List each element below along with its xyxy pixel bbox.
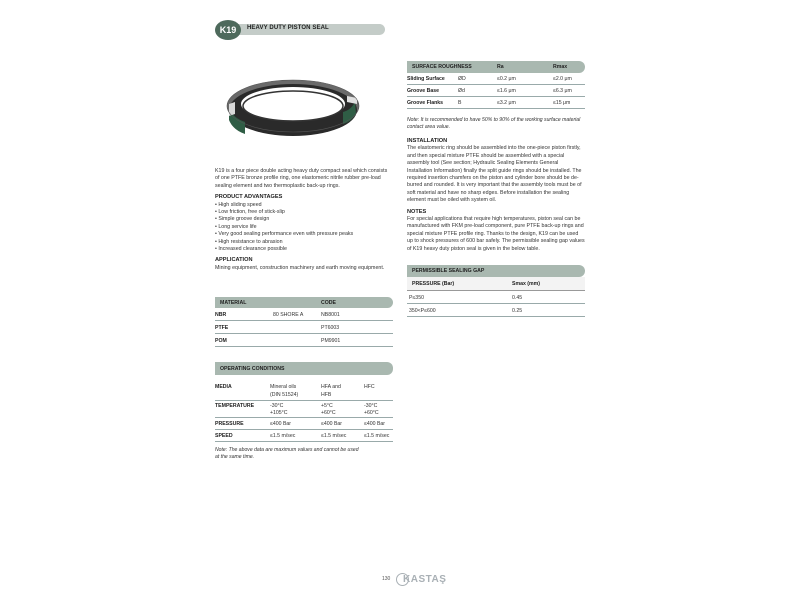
surface-label: Groove Base: [407, 88, 440, 94]
list-item: • Very good sealing performance even with pressure peaks: [215, 231, 393, 238]
page-header: [215, 20, 375, 40]
column-header: OPERATING CONDITIONS: [220, 366, 285, 372]
sealing-gap-table: [407, 265, 585, 317]
condition-value: ≤400 Bar: [270, 421, 292, 427]
condition-value: +60°C: [321, 410, 336, 416]
installation-text: The elastomeric ring should be assembled into the one-piece piston firstly, and then special mixture PTFE should be assembled with a special assembly tool (See section; Hydraulic Sealing Elements General Installation Information) finally the split guide rings should be installed. The required insertion chamfers on the piston and cylinder bore should be de-burred and rounded. It is very important that the assembly tools must be of soft material and have no sharp edges. Before installation the sealing element must be oiled with system oil.: [407, 145, 582, 204]
application-heading: APPLICATION: [215, 257, 253, 264]
table-title: PERMISSIBLE SEALING GAP: [412, 268, 485, 274]
material-code: PM9901: [321, 338, 341, 344]
table-row: [407, 291, 585, 304]
list-item: • Low friction, free of stick-slip: [215, 209, 393, 216]
table-row: [215, 334, 393, 347]
table-row: [407, 97, 585, 109]
condition-value: ≤1.5 m/sec: [321, 433, 347, 439]
condition-value: HFB: [321, 392, 332, 398]
material-name: PTFE: [215, 325, 229, 331]
list-item: • Simple groove design: [215, 216, 393, 223]
note-line: Note: The above data are maximum values and cannot be used: [215, 447, 359, 453]
page-number: 130: [382, 576, 391, 582]
table-row: [407, 85, 585, 97]
pressure-value: P≤350: [409, 295, 424, 301]
table-row: [215, 381, 393, 401]
column-header: PRESSURE (Bar): [412, 281, 455, 287]
material-code: PT6003: [321, 325, 340, 331]
condition-value: ≤400 Bar: [321, 421, 343, 427]
seal-illustration: [225, 78, 360, 140]
table-header: [215, 362, 393, 375]
brand-logo: KASTAŞ: [403, 574, 447, 585]
ra-value: ≤3.2 μm: [497, 100, 516, 106]
surface-symbol: ØD: [458, 76, 466, 82]
note-line: at the same time.: [215, 454, 255, 460]
material-name: NBR: [215, 312, 227, 318]
left-column: [215, 168, 393, 272]
column-header: Smax (mm): [512, 281, 540, 287]
table-row: [407, 277, 585, 291]
notes-text: For special applications that require high temperatures, piston seal can be manufactured with FKM pre-load component, pure PTFE back-up rings and special mixture PTFE profile ring. Thanks to the design, K19 can be used up to shock pressures of 600 bar safely. The permissible sealing gap values of K19 heavy duty piston seal is given in the below table.: [407, 216, 585, 252]
right-column: [407, 134, 585, 253]
rmax-value: ≤15 μm: [553, 100, 571, 106]
condition-value: (DIN 51524): [270, 392, 299, 398]
installation-heading: INSTALLATION: [407, 138, 448, 144]
list-item: • Increased clearance possible: [215, 246, 393, 253]
page-footer: [378, 572, 478, 588]
condition-value: +105°C: [270, 410, 288, 416]
condition-value: -30°C: [364, 403, 378, 409]
material-name: POM: [215, 338, 227, 344]
advantages-heading: PRODUCT ADVANTAGES: [215, 194, 283, 201]
table-header: [407, 265, 585, 277]
column-header: Ra: [497, 64, 504, 70]
table-row: [407, 73, 585, 85]
operating-note: [215, 447, 393, 461]
condition-value: HFA and: [321, 384, 341, 390]
surface-symbol: B: [458, 100, 462, 106]
table-row: [215, 308, 393, 321]
list-item: • Long service life: [215, 224, 393, 231]
column-header: Rmax: [553, 64, 568, 70]
rmax-value: ≤6.3 μm: [553, 88, 572, 94]
list-item: • High resistance to abrasion: [215, 239, 393, 246]
table-header: [407, 61, 585, 73]
condition-value: -30°C: [270, 403, 284, 409]
product-code-badge: K19: [215, 20, 241, 40]
condition-value: HFC: [364, 384, 375, 390]
ra-value: ≤1.6 μm: [497, 88, 516, 94]
surface-label: Groove Flanks: [407, 100, 444, 106]
table-row: [407, 304, 585, 317]
ra-value: ≤0.2 μm: [497, 76, 516, 82]
smax-value: 0.25: [512, 308, 523, 314]
material-detail: 80 SHORE A: [273, 312, 304, 318]
rmax-value: ≤2.0 μm: [553, 76, 572, 82]
product-description: K19 is a four piece double acting heavy duty compact seal which consists of one PTFE bronze profile ring, one elastomeric nitrile rubber pre-load sealing element and two thermoplastic back-up rings.: [215, 168, 388, 189]
condition-value: ≤400 Bar: [364, 421, 386, 427]
operating-conditions-table: [215, 362, 393, 442]
surface-label: Sliding Surface: [407, 76, 445, 82]
advantages-list: [215, 202, 393, 254]
condition-value: +5°C: [321, 403, 333, 409]
condition-value: ≤1.5 m/sec: [364, 433, 390, 439]
condition-label: MEDIA: [215, 384, 232, 390]
table-row: [215, 321, 393, 334]
table-row: [215, 401, 393, 418]
smax-value: 0.45: [512, 295, 523, 301]
column-header: MATERIAL: [220, 300, 247, 306]
table-row: [215, 430, 393, 442]
roughness-note: Note: It is recommended to have 50% to 90% of the working surface material contact area value.: [407, 117, 581, 130]
page-title: HEAVY DUTY PISTON SEAL: [247, 25, 329, 31]
material-code: NB8001: [321, 312, 340, 318]
condition-value: Mineral oils: [270, 384, 297, 390]
surface-roughness-table: [407, 61, 585, 109]
condition-value: ≤1.5 m/sec: [270, 433, 296, 439]
application-text: Mining equipment, construction machinery and earth moving equipment.: [215, 264, 385, 271]
column-header: SURFACE ROUGHNESS: [412, 64, 472, 70]
pressure-value: 350<P≤600: [409, 308, 436, 314]
condition-label: PRESSURE: [215, 421, 244, 427]
column-header: CODE: [321, 300, 336, 306]
condition-label: TEMPERATURE: [215, 403, 255, 409]
condition-value: +60°C: [364, 410, 379, 416]
table-row: [215, 418, 393, 430]
material-table: [215, 297, 393, 347]
notes-heading: NOTES: [407, 208, 427, 215]
surface-symbol: Ød: [458, 88, 465, 94]
list-item: • High sliding speed: [215, 202, 393, 209]
condition-label: SPEED: [215, 433, 233, 439]
table-header: [215, 297, 393, 308]
